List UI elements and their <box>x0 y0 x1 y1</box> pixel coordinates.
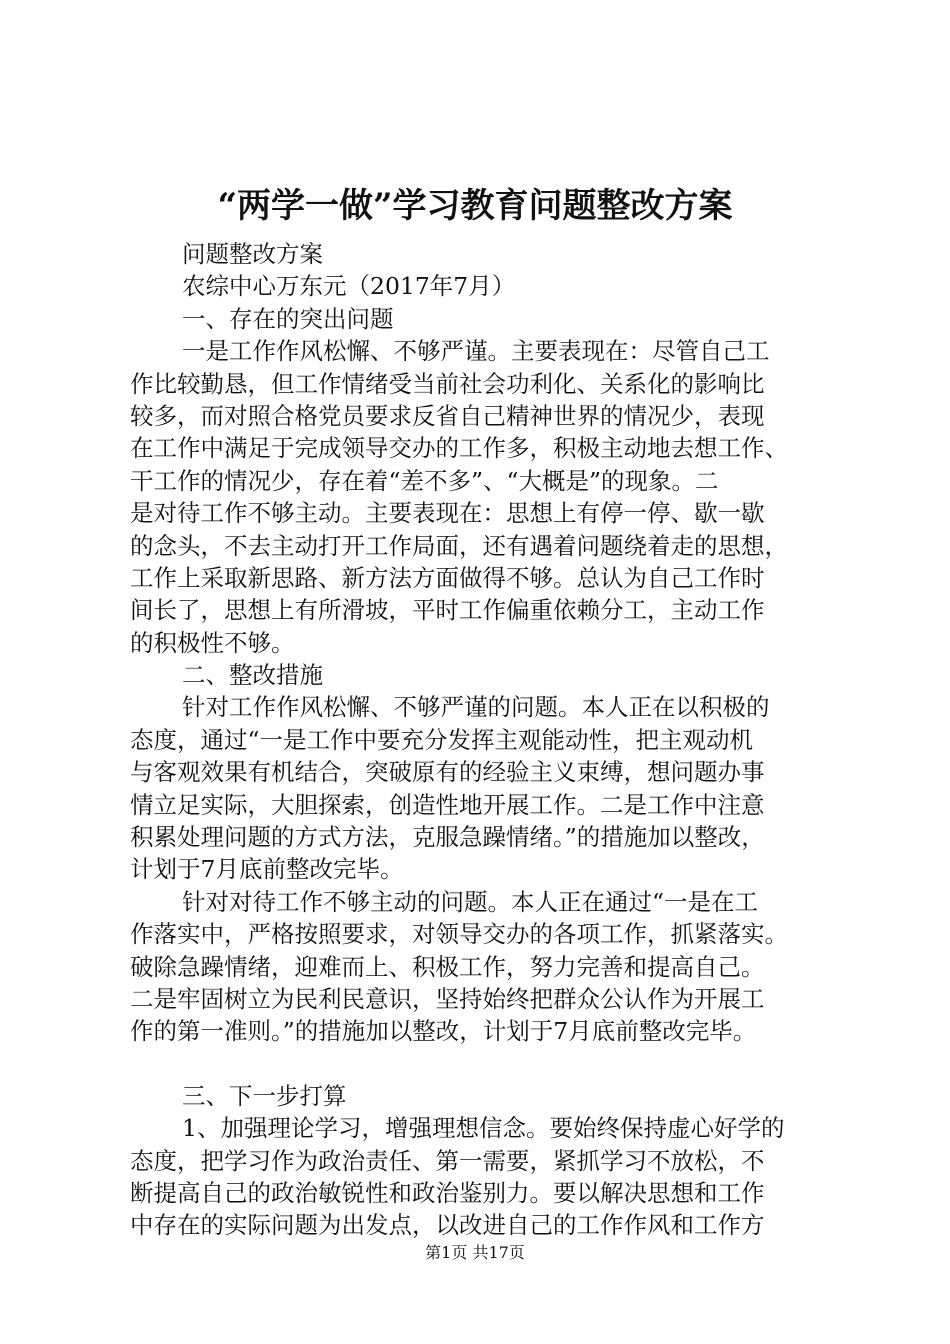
text-line: 农综中心万东元（2017年7月） <box>182 272 516 301</box>
text-line: 二、整改措施 <box>182 661 323 690</box>
text-line: 三、下一步打算 <box>182 1081 347 1110</box>
text-line: 干工作的情况少，存在着“差不多”、“大概是”的现象。二 <box>130 466 719 495</box>
document-title: “两学一做”学习教育问题整改方案 <box>217 186 733 226</box>
text-line: 较多，而对照合格党员要求反省自己精神世界的情况少，表现 <box>130 401 765 430</box>
text-line: 积累处理问题的方式方法，克服急躁情绪。”的措施加以整改， <box>130 823 765 852</box>
text-line: 断提高自己的政治敏锐性和政治鉴别力。要以解决思想和工作 <box>130 1178 765 1207</box>
text-line: 一是工作作风松懈、不够严谨。主要表现在：尽管自己工 <box>182 337 770 366</box>
text-line: 的念头，不去主动打开工作局面，还有遇着问题绕着走的思想， <box>130 531 788 560</box>
text-line: 作比较勤恳，但工作情绪受当前社会功利化、关系化的影响比 <box>130 369 765 398</box>
text-line: 中存在的实际问题为出发点，以改进自己的工作作风和工作方 <box>130 1211 765 1240</box>
text-line: 与客观效果有机结合，突破原有的经验主义束缚，想问题办事 <box>130 758 765 787</box>
text-line: 一、存在的突出问题 <box>182 304 394 333</box>
text-line: 情立足实际，大胆探索，创造性地开展工作。二是工作中注意 <box>130 790 765 819</box>
text-line: 在工作中满足于完成领导交办的工作多，积极主动地去想工作、 <box>130 434 788 463</box>
text-line: 破除急躁情绪，迎难而上、积极工作，努力完善和提高自己。 <box>130 952 765 981</box>
text-line: 间长了，思想上有所滑坡，平时工作偏重依赖分工，主动工作 <box>130 596 765 625</box>
text-line: 针对工作作风松懈、不够严谨的问题。本人正在以积极的 <box>182 693 770 722</box>
text-line: 1、加强理论学习，增强理想信念。要始终保持虚心好学的 <box>182 1114 785 1143</box>
text-line: 计划于7月底前整改完毕。 <box>130 855 404 884</box>
text-line: 工作上采取新思路、新方法方面做得不够。总认为自己工作时 <box>130 563 765 592</box>
text-line: 作落实中，严格按照要求，对领导交办的各项工作，抓紧落实。 <box>130 920 788 949</box>
text-line: 二是牢固树立为民利民意识，坚持始终把群众公认作为开展工 <box>130 984 765 1013</box>
text-line: 作的第一准则。”的措施加以整改，计划于7月底前整改完毕。 <box>130 1017 757 1046</box>
text-line: 的积极性不够。 <box>130 628 295 657</box>
document-body <box>130 238 850 1242</box>
text-line: 态度，通过“一是工作中要充分发挥主观能动性，把主观动机 <box>130 725 754 754</box>
text-line: 问题整改方案 <box>182 240 323 268</box>
text-line: 针对对待工作不够主动的问题。本人正在通过“一是在工 <box>182 887 759 916</box>
page-footer: 第1页 共17页 <box>425 1243 525 1262</box>
blank-line <box>130 1048 850 1080</box>
text-line: 态度，把学习作为政治责任、第一需要，紧抓学习不放松，不 <box>130 1146 765 1175</box>
text-line: 是对待工作不够主动。主要表现在：思想上有停一停、歇一歇 <box>130 499 765 528</box>
